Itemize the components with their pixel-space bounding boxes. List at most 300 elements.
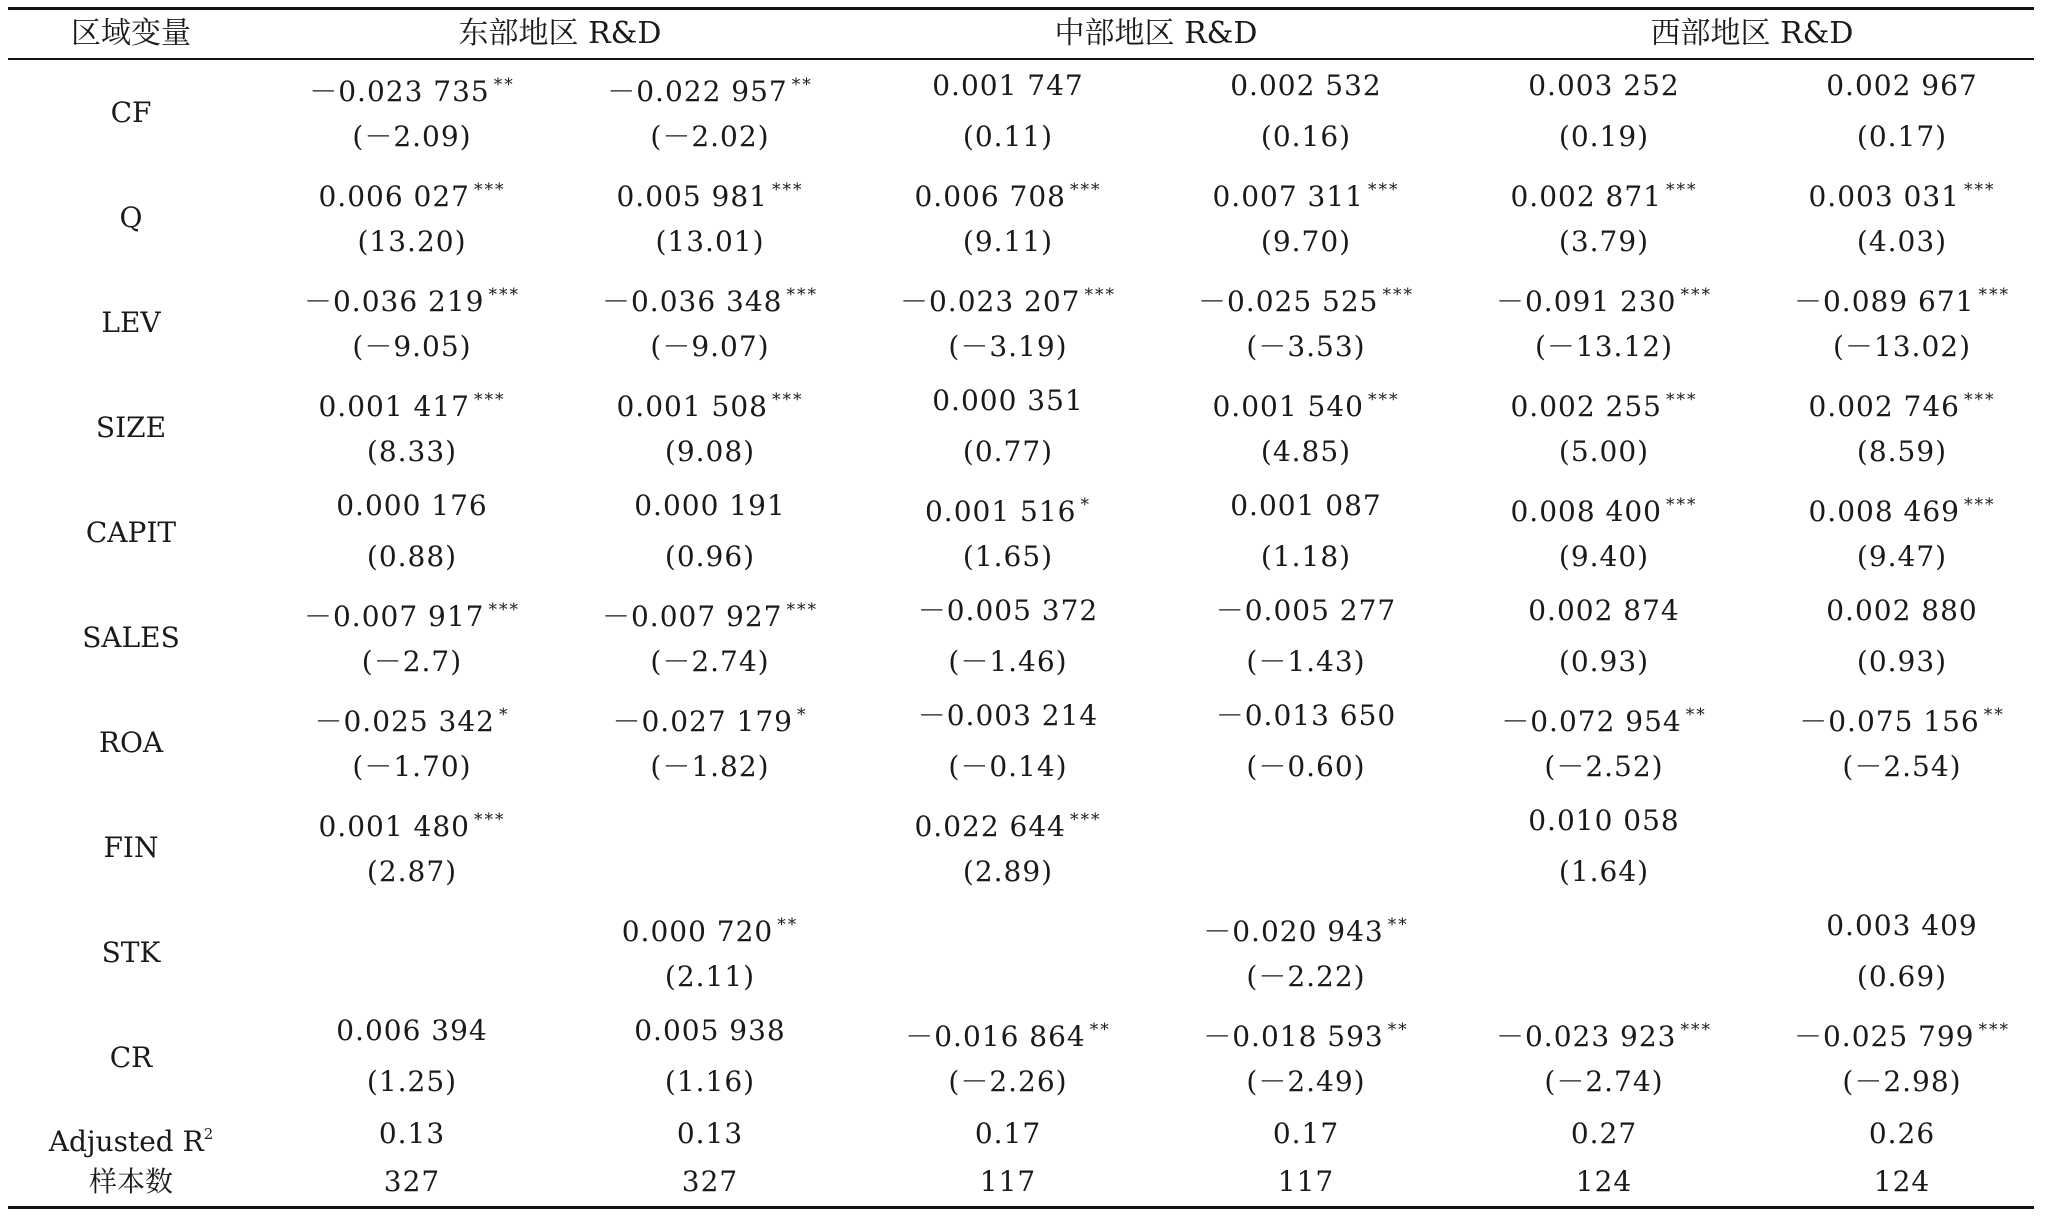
significance-stars: *** — [1666, 390, 1698, 410]
t-statistic: (9.40) — [1558, 540, 1650, 573]
significance-stars: * — [797, 705, 808, 725]
coef-line — [859, 900, 1157, 951]
t-statistic: (－2.26) — [948, 1065, 1068, 1098]
t-statistic: (0.93) — [1558, 645, 1650, 678]
t-statistic: (－1.82) — [650, 750, 770, 783]
coef-value: －0.036 348 — [601, 285, 783, 318]
coef-cell — [859, 165, 1157, 267]
coef-cell — [1455, 165, 1753, 267]
coef-line — [263, 690, 561, 741]
significance-stars: *** — [772, 390, 804, 410]
coef-line — [1455, 900, 1753, 951]
t-statistic: (0.17) — [1856, 120, 1948, 153]
significance-stars: *** — [1680, 285, 1712, 305]
coef-cell — [1157, 585, 1455, 687]
coef-cell — [561, 585, 859, 687]
coef-cell — [859, 900, 1157, 1002]
coef-line — [263, 900, 561, 951]
coef-value: 0.008 469 — [1808, 495, 1960, 528]
coef-line — [263, 375, 561, 426]
significance-stars: *** — [772, 180, 804, 200]
coef-cell — [263, 795, 561, 897]
t-statistic: (0.69) — [1856, 960, 1948, 993]
coef-cell — [1157, 375, 1455, 477]
coef-cell — [561, 375, 859, 477]
coef-line — [561, 690, 859, 741]
coef-cell — [859, 1005, 1157, 1107]
row-label: CR — [109, 1041, 153, 1074]
coef-line — [561, 375, 859, 426]
t-statistic: (0.96) — [664, 540, 756, 573]
coef-line — [1157, 165, 1455, 216]
t-statistic: (0.88) — [366, 540, 458, 573]
coef-value: 0.003 031 — [1808, 180, 1960, 213]
coef-line — [1455, 1005, 1753, 1056]
coef-cell — [859, 60, 1157, 162]
coef-cell — [263, 690, 561, 792]
t-statistic: (－2.7) — [361, 645, 463, 678]
t-statistic: (0.93) — [1856, 645, 1948, 678]
summary-value: 117 — [979, 1165, 1037, 1198]
t-statistic: (－2.74) — [1544, 1065, 1664, 1098]
coef-value: －0.023 207 — [899, 285, 1081, 318]
row-label: ROA — [98, 726, 164, 759]
coef-cell — [1157, 60, 1455, 162]
summary-value: 124 — [1575, 1165, 1633, 1198]
t-statistic: (－2.74) — [650, 645, 770, 678]
coef-value: 0.001 747 — [932, 69, 1084, 102]
coef-cell — [859, 795, 1157, 897]
significance-stars: *** — [1978, 285, 2010, 305]
coef-line — [561, 60, 859, 111]
significance-stars: *** — [474, 810, 506, 830]
significance-stars: *** — [1084, 285, 1116, 305]
coef-value: 0.022 644 — [914, 810, 1066, 843]
t-statistic: (3.79) — [1558, 225, 1650, 258]
t-statistic: (－2.49) — [1246, 1065, 1366, 1098]
coef-line — [1455, 375, 1753, 426]
coef-line — [1455, 165, 1753, 216]
t-statistic: (1.64) — [1558, 855, 1650, 888]
coef-value: 0.001 508 — [616, 390, 768, 423]
coef-cell — [561, 60, 859, 162]
t-statistic: (－0.14) — [948, 750, 1068, 783]
t-statistic: (0.77) — [962, 435, 1054, 468]
coef-value: －0.005 372 — [917, 594, 1099, 627]
coef-line — [859, 585, 1157, 636]
coef-value: －0.013 650 — [1215, 699, 1397, 732]
significance-stars: *** — [1978, 1020, 2010, 1040]
t-statistic — [859, 951, 1157, 1002]
coef-cell — [1753, 585, 2048, 687]
coef-value: －0.007 927 — [601, 600, 783, 633]
header-var-label: 区域变量 — [71, 16, 191, 51]
coef-value: 0.002 746 — [1808, 390, 1960, 423]
coef-cell — [1157, 690, 1455, 792]
coef-value: －0.075 156 — [1799, 705, 1980, 738]
coef-cell — [263, 270, 561, 372]
t-statistic: (－2.09) — [352, 120, 472, 153]
coef-value: 0.001 417 — [318, 390, 470, 423]
coef-value: －0.091 230 — [1495, 285, 1677, 318]
t-statistic: (2.11) — [664, 960, 756, 993]
coef-cell — [561, 690, 859, 792]
coef-value: 0.002 880 — [1826, 594, 1978, 627]
coef-line — [1753, 375, 2048, 426]
significance-stars: *** — [1964, 180, 1996, 200]
coef-cell — [263, 60, 561, 162]
t-statistic: (13.01) — [655, 225, 765, 258]
coef-line — [1753, 690, 2048, 741]
coef-value: －0.025 799 — [1793, 1020, 1975, 1053]
coef-line — [1455, 585, 1753, 636]
coef-cell — [1455, 585, 1753, 687]
t-statistic: (0.19) — [1558, 120, 1650, 153]
coef-cell — [1455, 60, 1753, 162]
coef-line — [859, 165, 1157, 216]
coef-cell — [1753, 900, 2048, 1002]
coef-value: 0.002 874 — [1528, 594, 1680, 627]
row-label: STK — [101, 936, 161, 969]
t-statistic: (－2.54) — [1842, 750, 1962, 783]
row-label: CF — [110, 96, 152, 129]
significance-stars: *** — [1666, 180, 1698, 200]
coef-line — [1455, 690, 1753, 741]
coef-cell — [561, 795, 859, 897]
coef-value: －0.025 525 — [1197, 285, 1379, 318]
coef-line — [561, 1005, 859, 1056]
coef-line — [1157, 60, 1455, 111]
coef-line — [1455, 480, 1753, 531]
t-statistic: (－2.02) — [650, 120, 770, 153]
t-statistic: (－1.43) — [1246, 645, 1366, 678]
t-statistic: (－13.02) — [1832, 330, 1971, 363]
t-statistic — [263, 951, 561, 1002]
t-statistic: (－9.05) — [352, 330, 472, 363]
coef-value: 0.010 058 — [1528, 804, 1680, 837]
coef-cell — [859, 480, 1157, 582]
header-east: 东部地区 R&D — [458, 16, 662, 51]
significance-stars: *** — [1964, 495, 1996, 515]
coef-line — [1157, 900, 1455, 951]
coef-cell — [859, 585, 1157, 687]
coef-line — [1455, 270, 1753, 321]
coef-value: 0.001 087 — [1230, 489, 1382, 522]
row-label: FIN — [103, 831, 159, 864]
summary-label-text: Adjusted R — [48, 1125, 204, 1158]
coef-line — [1157, 1005, 1455, 1056]
coef-value: －0.025 342 — [314, 705, 495, 738]
coef-value: 0.002 967 — [1826, 69, 1978, 102]
coef-cell — [1753, 795, 2048, 897]
row-label: LEV — [101, 306, 161, 339]
coef-value: 0.003 409 — [1826, 909, 1978, 942]
coef-cell — [1753, 60, 2048, 162]
coef-cell — [561, 1005, 859, 1107]
coef-value: －0.003 214 — [917, 699, 1099, 732]
coef-line — [859, 795, 1157, 846]
summary-label-text: 样本数 — [88, 1165, 173, 1198]
significance-stars: ** — [1685, 705, 1707, 725]
coef-line — [859, 270, 1157, 321]
coef-cell — [1455, 270, 1753, 372]
bottom-rule — [8, 1206, 2034, 1209]
coef-cell — [561, 270, 859, 372]
coef-cell — [1157, 795, 1455, 897]
coef-cell — [1753, 480, 2048, 582]
coef-value: －0.022 957 — [607, 75, 788, 108]
coef-cell — [859, 270, 1157, 372]
significance-stars: *** — [1666, 495, 1698, 515]
coef-value: 0.001 516 — [924, 495, 1077, 528]
coef-line — [1455, 795, 1753, 846]
t-statistic — [1157, 846, 1455, 897]
t-statistic: (2.89) — [962, 855, 1054, 888]
coef-cell — [1455, 795, 1753, 897]
coef-line — [859, 1005, 1157, 1056]
coef-value: 0.001 540 — [1212, 390, 1364, 423]
t-statistic: (5.00) — [1558, 435, 1650, 468]
coef-value: －0.018 593 — [1203, 1020, 1384, 1053]
superscript: 2 — [203, 1125, 214, 1143]
coef-line — [561, 480, 859, 531]
t-statistic: (9.08) — [664, 435, 756, 468]
coef-value: －0.027 179 — [612, 705, 793, 738]
coef-cell — [1157, 480, 1455, 582]
significance-stars: *** — [1368, 390, 1400, 410]
t-statistic: (－3.19) — [948, 330, 1068, 363]
significance-stars: ** — [493, 75, 515, 95]
summary-value: 0.13 — [378, 1117, 446, 1150]
t-statistic — [1455, 951, 1753, 1002]
significance-stars: *** — [1964, 390, 1996, 410]
coef-line — [1157, 690, 1455, 741]
coef-line — [1753, 585, 2048, 636]
coef-line — [1753, 60, 2048, 111]
t-statistic: (8.33) — [366, 435, 458, 468]
significance-stars: ** — [1089, 1020, 1111, 1040]
coef-value: －0.036 219 — [303, 285, 485, 318]
coef-value: －0.072 954 — [1501, 705, 1682, 738]
header-central: 中部地区 R&D — [1054, 16, 1258, 51]
coef-cell — [1157, 270, 1455, 372]
coef-line — [1753, 1005, 2048, 1056]
coef-line — [263, 270, 561, 321]
coef-line — [859, 375, 1157, 426]
t-statistic: (2.87) — [366, 855, 458, 888]
coef-line — [561, 270, 859, 321]
coef-value: －0.005 277 — [1215, 594, 1397, 627]
coef-line — [1157, 270, 1455, 321]
t-statistic: (0.11) — [962, 120, 1054, 153]
t-statistic — [561, 846, 859, 897]
coef-value: 0.007 311 — [1212, 180, 1364, 213]
coef-cell — [1455, 900, 1753, 1002]
header-west: 西部地区 R&D — [1650, 16, 1854, 51]
coef-value: －0.023 735 — [309, 75, 490, 108]
summary-value: 0.26 — [1868, 1117, 1936, 1150]
significance-stars: *** — [488, 600, 520, 620]
summary-value: 124 — [1873, 1165, 1931, 1198]
coef-line — [1753, 165, 2048, 216]
significance-stars: * — [499, 705, 510, 725]
coef-cell — [1455, 375, 1753, 477]
coef-cell — [1157, 165, 1455, 267]
t-statistic: (1.25) — [366, 1065, 458, 1098]
coef-line — [263, 795, 561, 846]
coef-line — [1753, 480, 2048, 531]
significance-stars: ** — [1387, 915, 1409, 935]
t-statistic — [1753, 846, 2048, 897]
row-label: SALES — [82, 621, 180, 654]
t-statistic: (1.16) — [664, 1065, 756, 1098]
coef-value: 0.006 708 — [914, 180, 1066, 213]
coef-line — [1753, 270, 2048, 321]
row-label: SIZE — [95, 411, 167, 444]
t-statistic: (9.11) — [962, 225, 1054, 258]
summary-value: 327 — [383, 1165, 441, 1198]
coef-value: 0.000 191 — [634, 489, 786, 522]
t-statistic: (－2.52) — [1544, 750, 1664, 783]
coef-value: 0.000 720 — [621, 915, 774, 948]
coef-line — [263, 60, 561, 111]
summary-value: 0.17 — [1272, 1117, 1340, 1150]
coef-line — [1157, 795, 1455, 846]
coef-line — [1455, 60, 1753, 111]
t-statistic: (－1.46) — [948, 645, 1068, 678]
coef-value: 0.003 252 — [1528, 69, 1680, 102]
coef-cell — [561, 480, 859, 582]
coef-cell — [859, 690, 1157, 792]
coef-value: 0.005 938 — [634, 1014, 786, 1047]
summary-value: 0.17 — [974, 1117, 1042, 1150]
summary-value: 117 — [1277, 1165, 1335, 1198]
coef-line — [263, 1005, 561, 1056]
t-statistic: (9.47) — [1856, 540, 1948, 573]
coef-value: 0.006 394 — [336, 1014, 488, 1047]
coef-cell — [1157, 900, 1455, 1002]
t-statistic: (0.16) — [1260, 120, 1352, 153]
significance-stars: *** — [786, 285, 818, 305]
coef-cell — [263, 1005, 561, 1107]
coef-line — [859, 690, 1157, 741]
t-statistic: (4.85) — [1260, 435, 1352, 468]
significance-stars: *** — [488, 285, 520, 305]
significance-stars: *** — [1070, 180, 1102, 200]
coef-cell — [263, 900, 561, 1002]
coef-cell — [263, 375, 561, 477]
coef-value: －0.007 917 — [303, 600, 485, 633]
summary-value: 0.27 — [1570, 1117, 1638, 1150]
significance-stars: ** — [1387, 1020, 1409, 1040]
t-statistic: (8.59) — [1856, 435, 1948, 468]
significance-stars: * — [1080, 495, 1091, 515]
t-statistic: (－13.12) — [1534, 330, 1673, 363]
coef-cell — [1753, 375, 2048, 477]
coef-line — [859, 480, 1157, 531]
coef-value: 0.001 480 — [318, 810, 470, 843]
t-statistic: (－2.98) — [1842, 1065, 1962, 1098]
significance-stars: ** — [777, 915, 799, 935]
coef-cell — [1455, 1005, 1753, 1107]
coef-line — [561, 900, 859, 951]
coef-value: －0.016 864 — [905, 1020, 1086, 1053]
coef-line — [263, 165, 561, 216]
coef-cell — [1157, 1005, 1455, 1107]
coef-value: 0.008 400 — [1510, 495, 1662, 528]
row-label: CAPIT — [85, 516, 177, 549]
coef-value: －0.023 923 — [1495, 1020, 1677, 1053]
coef-line — [1157, 585, 1455, 636]
coef-value: 0.000 351 — [932, 384, 1084, 417]
row-label: Q — [119, 201, 143, 234]
coef-value: －0.020 943 — [1203, 915, 1384, 948]
significance-stars: ** — [791, 75, 813, 95]
coef-line — [1753, 795, 2048, 846]
t-statistic: (4.03) — [1856, 225, 1948, 258]
coef-value: 0.005 981 — [616, 180, 768, 213]
t-statistic: (13.20) — [357, 225, 467, 258]
coef-line — [1753, 900, 2048, 951]
summary-value: 327 — [681, 1165, 739, 1198]
t-statistic: (－2.22) — [1246, 960, 1366, 993]
coef-value: 0.002 871 — [1510, 180, 1662, 213]
coef-value: 0.002 255 — [1510, 390, 1662, 423]
coef-cell — [1455, 480, 1753, 582]
coef-line — [263, 480, 561, 531]
t-statistic: (1.18) — [1260, 540, 1352, 573]
significance-stars: ** — [1983, 705, 2005, 725]
coef-cell — [263, 165, 561, 267]
coef-line — [561, 585, 859, 636]
coef-value: －0.089 671 — [1793, 285, 1975, 318]
significance-stars: *** — [786, 600, 818, 620]
t-statistic: (－9.07) — [650, 330, 770, 363]
coef-cell — [1753, 270, 2048, 372]
coef-line — [561, 165, 859, 216]
coef-line — [859, 60, 1157, 111]
significance-stars: *** — [474, 390, 506, 410]
coef-cell — [561, 165, 859, 267]
coef-cell — [1753, 165, 2048, 267]
coef-cell — [1753, 690, 2048, 792]
coef-cell — [561, 900, 859, 1002]
coef-line — [1157, 375, 1455, 426]
coef-cell — [263, 585, 561, 687]
significance-stars: *** — [1368, 180, 1400, 200]
significance-stars: *** — [1070, 810, 1102, 830]
summary-value: 0.13 — [676, 1117, 744, 1150]
summary-label — [0, 1110, 262, 1158]
coef-line — [1157, 480, 1455, 531]
coef-line — [561, 795, 859, 846]
coef-cell — [859, 375, 1157, 477]
t-statistic: (1.65) — [962, 540, 1054, 573]
t-statistic: (9.70) — [1260, 225, 1352, 258]
t-statistic: (－1.70) — [352, 750, 472, 783]
coef-cell — [1753, 1005, 2048, 1107]
coef-value: 0.002 532 — [1230, 69, 1382, 102]
coef-line — [263, 585, 561, 636]
top-rule — [8, 7, 2034, 10]
coef-value: 0.006 027 — [318, 180, 470, 213]
coef-cell — [1455, 690, 1753, 792]
coef-cell — [263, 480, 561, 582]
significance-stars: *** — [1680, 1020, 1712, 1040]
summary-label — [0, 1158, 262, 1206]
significance-stars: *** — [1382, 285, 1414, 305]
t-statistic: (－0.60) — [1246, 750, 1366, 783]
